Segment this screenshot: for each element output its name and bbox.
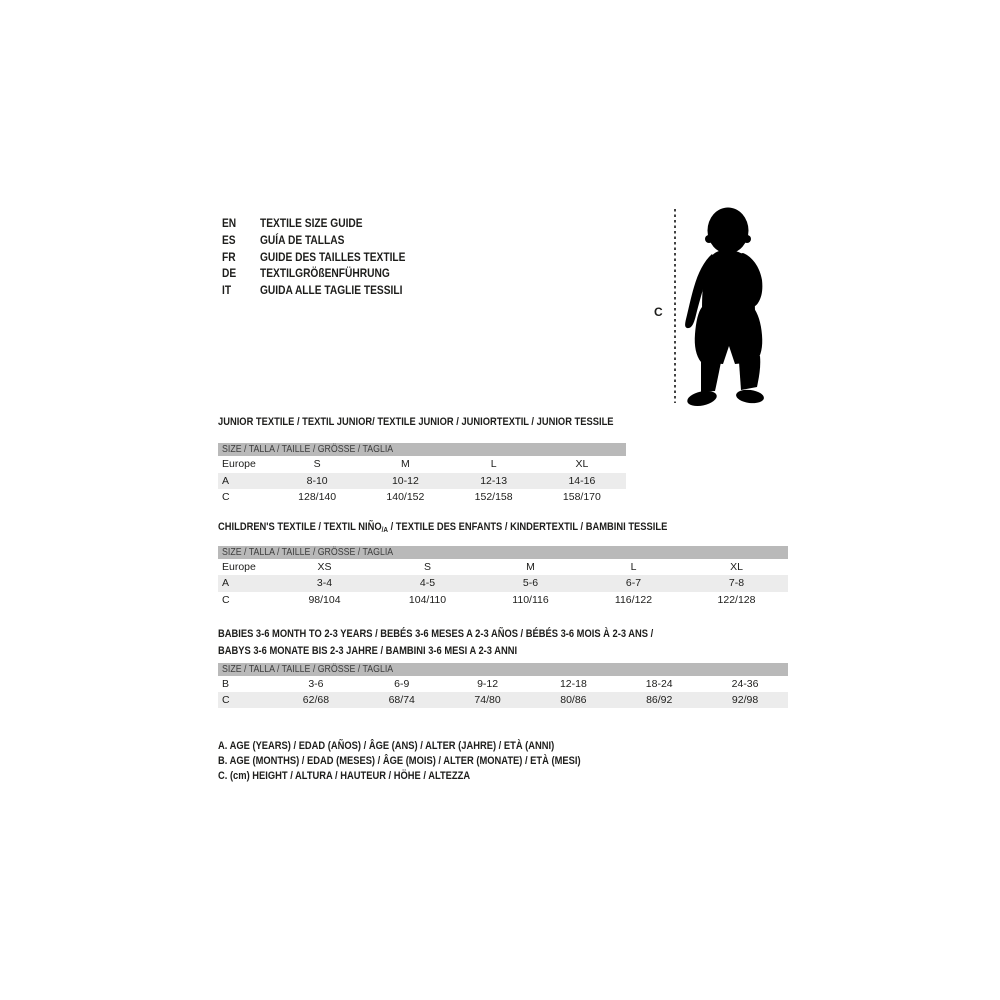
table-cell: 116/122: [614, 593, 653, 606]
table-cell: 110/116: [512, 593, 549, 606]
language-title: [260, 250, 431, 264]
table-cell: L: [490, 458, 497, 471]
language-code-text: ES: [222, 232, 236, 247]
table-cell: 14-16: [568, 474, 596, 487]
table-cell: 4-5: [419, 577, 436, 590]
table-cell: 9-12: [477, 678, 499, 691]
table-cell: 80/86: [560, 694, 587, 707]
footnotes: [218, 739, 645, 783]
language-title: [260, 233, 359, 247]
table-cell: M: [526, 561, 535, 574]
table-cell: 24-36: [731, 678, 759, 691]
language-title-text: TEXTILGRÖßENFÜHRUNG: [260, 266, 390, 281]
table-cell: XL: [730, 561, 743, 574]
row-label: A: [222, 577, 230, 590]
footnote-age-months: [218, 754, 645, 769]
language-code: [222, 266, 239, 280]
table-cell: 140/152: [386, 491, 425, 504]
table-cell: 8-10: [306, 474, 328, 487]
title-part: CHILDREN'S TEXTILE / TEXTIL NIÑO: [218, 521, 382, 533]
table-cell: 128/140: [298, 491, 337, 504]
language-code-text: DE: [222, 266, 237, 281]
table-cell: 152/158: [474, 491, 513, 504]
children-size-header-bar: [218, 546, 788, 559]
table-row: [218, 456, 626, 473]
table-row: [218, 473, 626, 490]
table-cell: 12-18: [559, 678, 587, 691]
title-subscript: /A: [381, 525, 388, 534]
table-cell: L: [630, 561, 637, 574]
table-row: [218, 676, 788, 692]
title-part: / TEXTILE DES ENFANTS / KINDERTEXTIL / BAMBINI TESSILE: [387, 521, 668, 533]
babies-table-title-line2: BABYS 3-6 MONATE BIS 2-3 JAHRE / BAMBINI 3-6 MESI A 2-3 ANNI: [218, 644, 518, 657]
table-cell: 158/170: [562, 491, 601, 504]
language-title-text: GUIDE DES TAILLES TEXTILE: [260, 249, 406, 264]
language-title-text: GUÍA DE TALLAS: [260, 232, 345, 247]
babies-size-table: [218, 676, 788, 708]
table-cell: 6-7: [625, 577, 642, 590]
table-cell: 3-6: [308, 678, 324, 691]
language-code: [222, 250, 238, 264]
table-cell: S: [313, 458, 321, 471]
footnote-text: B. AGE (MONTHS) / EDAD (MESES) / ÂGE (MOIS) / ALTER (MONATE) / ETÀ (MESI): [218, 754, 581, 767]
footnote-age-years: [218, 739, 645, 754]
table-row: [218, 559, 788, 575]
junior-size-table: [218, 456, 626, 506]
footnote-text: C. (cm) HEIGHT / ALTURA / HAUTEUR / HÖHE / ALTEZZA: [218, 769, 471, 782]
language-code-text: EN: [222, 216, 237, 230]
language-code: [222, 216, 239, 230]
table-cell: 98/104: [308, 593, 341, 606]
babies-table-title-line1: BABIES 3-6 MONTH TO 2-3 YEARS / BEBÉS 3-6 MESES A 2-3 AÑOS / BÉBÉS 3-6 MOIS À 2-3 ANS /: [218, 628, 654, 640]
height-marker-label: C: [654, 305, 663, 319]
table-cell: 92/98: [731, 694, 759, 707]
table-cell: 86/92: [646, 694, 673, 707]
language-title: [260, 266, 413, 280]
children-table-title: [218, 521, 747, 533]
row-label: Europe: [222, 561, 256, 574]
table-row: [218, 692, 788, 708]
language-code-text: IT: [222, 283, 232, 298]
table-cell: 12-13: [480, 474, 508, 487]
table-cell: 3-4: [316, 577, 333, 590]
table-cell: 7-8: [728, 577, 745, 590]
toddler-figure: [650, 195, 780, 417]
table-cell: 18-24: [645, 678, 673, 691]
babies-table-title: [218, 626, 730, 659]
junior-table-title: [218, 416, 683, 428]
row-label: Europe: [222, 458, 256, 471]
junior-size-header-bar: [218, 443, 626, 456]
table-row: [218, 575, 788, 591]
table-cell: S: [423, 561, 431, 574]
table-cell: M: [401, 458, 410, 471]
language-code-text: FR: [222, 249, 236, 264]
table-cell: 6-9: [394, 678, 410, 691]
row-label: C: [222, 491, 230, 504]
row-label: C: [222, 694, 230, 707]
language-title-text: TEXTILE SIZE GUIDE: [260, 216, 363, 230]
table-row: [218, 592, 788, 608]
junior-table-title-text: JUNIOR TEXTILE / TEXTIL JUNIOR/ TEXTILE JUNIOR / JUNIORTEXTIL / JUNIOR TESSILE: [218, 416, 614, 428]
row-label: B: [222, 678, 230, 691]
footnote-text: A. AGE (YEARS) / EDAD (AÑOS) / ÂGE (ANS) / ALTER (JAHRE) / ETÀ (ANNI): [218, 740, 555, 752]
language-code: [222, 233, 238, 247]
toddler-silhouette-icon: [650, 195, 780, 415]
language-title-text: GUIDA ALLE TAGLIE TESSILI: [260, 283, 403, 298]
table-cell: 74/80: [474, 694, 501, 707]
table-cell: 5-6: [522, 577, 539, 590]
children-table-title-text: [218, 521, 667, 533]
babies-size-header-bar: [218, 663, 788, 676]
table-cell: 62/68: [302, 694, 330, 707]
language-code: [222, 283, 233, 297]
table-cell: 10-12: [391, 474, 419, 487]
table-row: [218, 489, 626, 506]
language-title: [260, 283, 428, 297]
size-header-text: SIZE / TALLA / TAILLE / GRÖSSE / TAGLIA: [222, 547, 394, 558]
table-cell: 122/128: [717, 593, 756, 606]
language-title: [260, 216, 381, 230]
table-cell: XS: [317, 561, 332, 574]
row-label: A: [222, 474, 230, 487]
row-label: C: [222, 593, 230, 606]
table-cell: 104/110: [408, 593, 447, 606]
children-size-table: [218, 559, 788, 608]
footnote-height-cm: [218, 769, 645, 784]
table-cell: 68/74: [388, 694, 415, 707]
table-cell: XL: [575, 458, 589, 471]
size-header-text: SIZE / TALLA / TAILLE / GRÖSSE / TAGLIA: [222, 444, 394, 455]
size-header-text: SIZE / TALLA / TAILLE / GRÖSSE / TAGLIA: [222, 664, 394, 675]
